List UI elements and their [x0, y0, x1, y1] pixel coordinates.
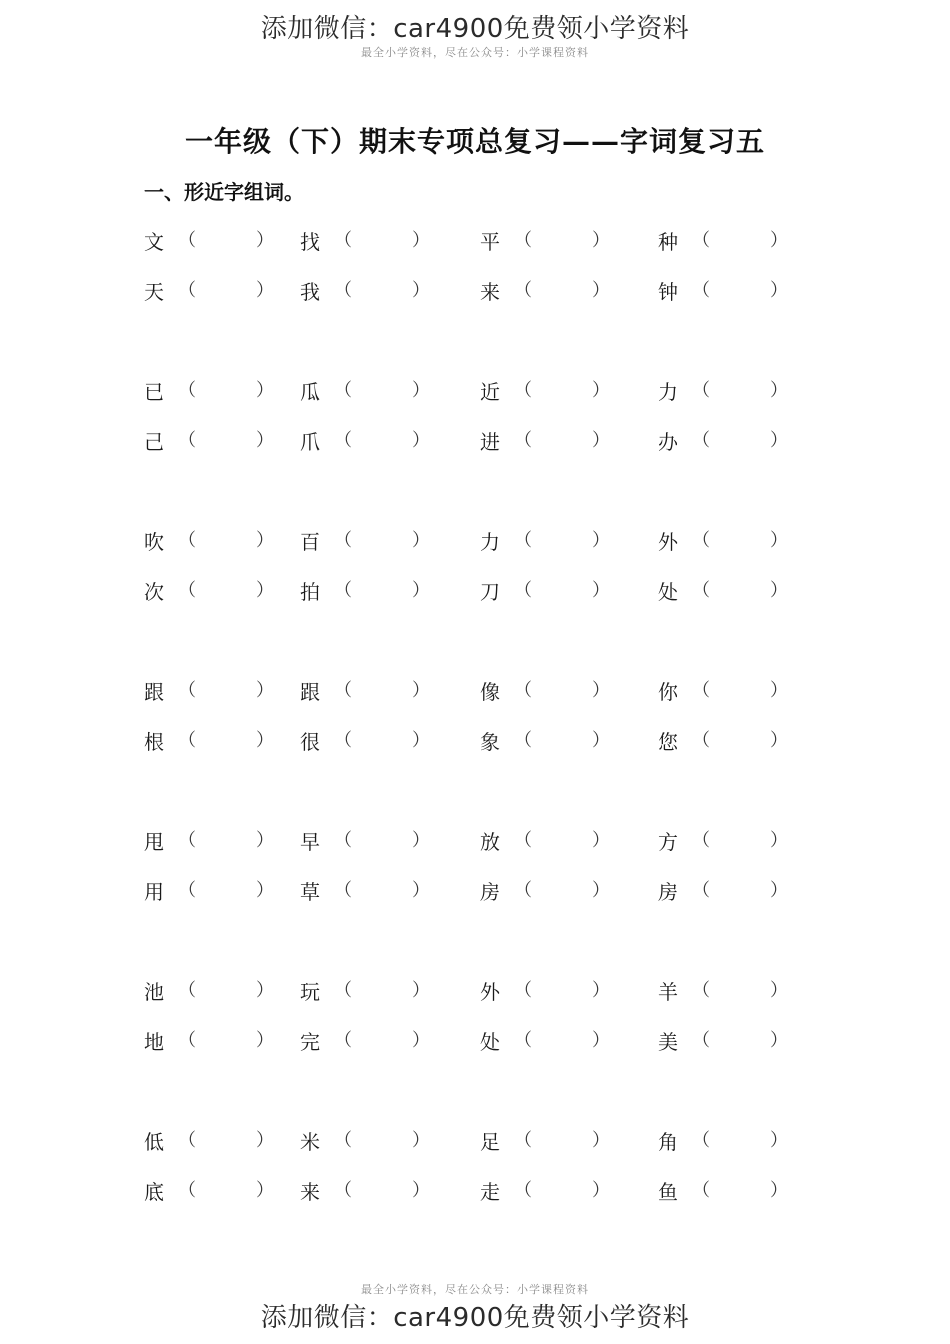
answer-paren-open: （	[334, 730, 352, 751]
answer-paren-close: ）	[412, 230, 430, 251]
character: 跟	[300, 680, 320, 704]
answer-paren-open: （	[334, 830, 352, 851]
character: 方	[658, 830, 678, 854]
answer-paren-open: （	[178, 730, 196, 751]
word-cell	[658, 1174, 828, 1206]
answer-paren-close: ）	[770, 430, 788, 451]
character: 来	[300, 1180, 320, 1204]
answer-paren-open: （	[692, 430, 710, 451]
answer-paren-open: （	[334, 230, 352, 251]
character: 文	[144, 230, 164, 254]
word-cell	[300, 824, 470, 856]
word-cell	[480, 574, 650, 606]
answer-paren-close: ）	[770, 1180, 788, 1201]
answer-paren-open: （	[334, 680, 352, 701]
character: 走	[480, 1180, 500, 1204]
word-cell	[300, 1174, 470, 1206]
answer-paren-close: ）	[770, 530, 788, 551]
character: 力	[658, 380, 678, 404]
word-row	[0, 824, 950, 856]
character: 拍	[300, 580, 320, 604]
word-cell	[300, 874, 470, 906]
answer-paren-close: ）	[412, 1130, 430, 1151]
answer-paren-open: （	[334, 1130, 352, 1151]
word-group	[0, 374, 950, 474]
answer-paren-close: ）	[592, 430, 610, 451]
answer-paren-close: ）	[592, 230, 610, 251]
character: 近	[480, 380, 500, 404]
answer-paren-close: ）	[256, 380, 274, 401]
answer-paren-open: （	[514, 580, 532, 601]
footer-watermark-text: 最全小学资料，尽在公众号：小学课程资料	[361, 1283, 589, 1296]
word-cell	[480, 724, 650, 756]
word-cell	[300, 974, 470, 1006]
character: 平	[480, 230, 500, 254]
answer-paren-open: （	[692, 680, 710, 701]
answer-paren-close: ）	[592, 380, 610, 401]
answer-paren-open: （	[334, 580, 352, 601]
word-cell	[144, 824, 314, 856]
character: 次	[144, 580, 164, 604]
answer-paren-open: （	[178, 1180, 196, 1201]
answer-paren-open: （	[692, 230, 710, 251]
answer-paren-open: （	[178, 580, 196, 601]
answer-paren-close: ）	[256, 230, 274, 251]
character: 房	[658, 880, 678, 904]
word-cell	[480, 424, 650, 456]
word-cell	[144, 1024, 314, 1056]
word-group	[0, 1124, 950, 1224]
answer-paren-close: ）	[770, 280, 788, 301]
word-cell	[144, 374, 314, 406]
answer-paren-close: ）	[770, 730, 788, 751]
answer-paren-close: ）	[412, 580, 430, 601]
answer-paren-close: ）	[412, 980, 430, 1001]
answer-paren-close: ）	[412, 380, 430, 401]
answer-paren-close: ）	[592, 680, 610, 701]
character: 足	[480, 1130, 500, 1154]
answer-paren-open: （	[514, 430, 532, 451]
word-row	[0, 974, 950, 1006]
answer-paren-close: ）	[770, 830, 788, 851]
answer-paren-close: ）	[256, 280, 274, 301]
character: 吹	[144, 530, 164, 554]
word-cell	[300, 224, 470, 256]
character: 爪	[300, 430, 320, 454]
word-row	[0, 1174, 950, 1206]
answer-paren-close: ）	[412, 880, 430, 901]
answer-paren-open: （	[692, 1180, 710, 1201]
character: 你	[658, 680, 678, 704]
character: 办	[658, 430, 678, 454]
answer-paren-open: （	[692, 880, 710, 901]
header-banner: 添加微信：car4900免费领小学资料	[260, 14, 690, 44]
character: 甩	[144, 830, 164, 854]
answer-paren-close: ）	[256, 880, 274, 901]
page-title: 一年级（下）期末专项总复习——字词复习五	[184, 125, 765, 158]
answer-paren-open: （	[692, 730, 710, 751]
character: 羊	[658, 980, 678, 1004]
answer-paren-open: （	[334, 430, 352, 451]
character: 玩	[300, 980, 320, 1004]
answer-paren-open: （	[692, 1130, 710, 1151]
word-row	[0, 424, 950, 456]
answer-paren-close: ）	[770, 980, 788, 1001]
word-cell	[658, 1124, 828, 1156]
word-cell	[144, 724, 314, 756]
answer-paren-close: ）	[256, 1130, 274, 1151]
answer-paren-close: ）	[412, 730, 430, 751]
answer-paren-close: ）	[770, 1030, 788, 1051]
answer-paren-open: （	[514, 830, 532, 851]
answer-paren-open: （	[692, 1030, 710, 1051]
word-cell	[144, 874, 314, 906]
word-cell	[658, 274, 828, 306]
word-cell	[300, 724, 470, 756]
character: 外	[658, 530, 678, 554]
word-cell	[480, 674, 650, 706]
word-cell	[300, 524, 470, 556]
word-cell	[480, 824, 650, 856]
answer-paren-open: （	[178, 1130, 196, 1151]
word-cell	[300, 1024, 470, 1056]
section-heading: 一、形近字组词。	[144, 180, 304, 204]
character: 放	[480, 830, 500, 854]
character: 像	[480, 680, 500, 704]
character: 角	[658, 1130, 678, 1154]
word-cell	[144, 524, 314, 556]
character: 完	[300, 1030, 320, 1054]
answer-paren-open: （	[514, 230, 532, 251]
word-cell	[658, 724, 828, 756]
character: 房	[480, 880, 500, 904]
answer-paren-close: ）	[770, 1130, 788, 1151]
answer-paren-open: （	[334, 280, 352, 301]
answer-paren-open: （	[514, 730, 532, 751]
answer-paren-close: ）	[256, 830, 274, 851]
word-row	[0, 524, 950, 556]
answer-paren-close: ）	[770, 680, 788, 701]
character: 外	[480, 980, 500, 1004]
character: 处	[480, 1030, 500, 1054]
answer-paren-close: ）	[592, 580, 610, 601]
word-group	[0, 974, 950, 1074]
character: 己	[144, 430, 164, 454]
answer-paren-open: （	[514, 680, 532, 701]
word-cell	[300, 1124, 470, 1156]
word-cell	[480, 374, 650, 406]
word-cell	[144, 424, 314, 456]
header-watermark-text: 最全小学资料，尽在公众号：小学课程资料	[361, 46, 589, 59]
word-cell	[658, 974, 828, 1006]
answer-paren-close: ）	[592, 530, 610, 551]
answer-paren-open: （	[178, 280, 196, 301]
character: 我	[300, 280, 320, 304]
answer-paren-close: ）	[770, 380, 788, 401]
word-cell	[658, 424, 828, 456]
answer-paren-close: ）	[256, 1030, 274, 1051]
answer-paren-open: （	[334, 380, 352, 401]
answer-paren-open: （	[514, 530, 532, 551]
answer-paren-open: （	[178, 830, 196, 851]
word-row	[0, 224, 950, 256]
character: 已	[144, 380, 164, 404]
character: 根	[144, 730, 164, 754]
character: 钟	[658, 280, 678, 304]
answer-paren-close: ）	[592, 280, 610, 301]
answer-paren-close: ）	[412, 1180, 430, 1201]
character: 刀	[480, 580, 500, 604]
word-cell	[144, 574, 314, 606]
word-row	[0, 724, 950, 756]
answer-paren-close: ）	[412, 830, 430, 851]
answer-paren-close: ）	[412, 280, 430, 301]
answer-paren-open: （	[178, 680, 196, 701]
word-group	[0, 224, 950, 324]
character: 鱼	[658, 1180, 678, 1204]
character: 您	[658, 730, 678, 754]
word-row	[0, 374, 950, 406]
character: 天	[144, 280, 164, 304]
character: 来	[480, 280, 500, 304]
footer-banner: 添加微信：car4900免费领小学资料	[260, 1303, 690, 1333]
answer-paren-close: ）	[256, 580, 274, 601]
character: 底	[144, 1180, 164, 1204]
answer-paren-close: ）	[592, 730, 610, 751]
character: 瓜	[300, 380, 320, 404]
word-row	[0, 1124, 950, 1156]
word-row	[0, 574, 950, 606]
word-cell	[144, 274, 314, 306]
word-group	[0, 524, 950, 624]
answer-paren-open: （	[178, 1030, 196, 1051]
word-row	[0, 674, 950, 706]
answer-paren-open: （	[178, 980, 196, 1001]
character: 米	[300, 1130, 320, 1154]
answer-paren-open: （	[692, 980, 710, 1001]
answer-paren-open: （	[514, 880, 532, 901]
character: 力	[480, 530, 500, 554]
word-cell	[480, 974, 650, 1006]
character: 池	[144, 980, 164, 1004]
character: 进	[480, 430, 500, 454]
character: 美	[658, 1030, 678, 1054]
character: 用	[144, 880, 164, 904]
word-cell	[658, 824, 828, 856]
answer-paren-close: ）	[592, 880, 610, 901]
word-cell	[480, 1124, 650, 1156]
word-cell	[300, 274, 470, 306]
answer-paren-open: （	[178, 530, 196, 551]
answer-paren-close: ）	[592, 1030, 610, 1051]
answer-paren-open: （	[514, 1030, 532, 1051]
answer-paren-close: ）	[256, 430, 274, 451]
answer-paren-open: （	[514, 980, 532, 1001]
answer-paren-open: （	[178, 380, 196, 401]
answer-paren-close: ）	[412, 430, 430, 451]
word-cell	[300, 674, 470, 706]
word-cell	[480, 1174, 650, 1206]
answer-paren-close: ）	[592, 1130, 610, 1151]
word-cell	[658, 374, 828, 406]
answer-paren-open: （	[334, 980, 352, 1001]
word-cell	[144, 674, 314, 706]
word-cell	[480, 874, 650, 906]
answer-paren-close: ）	[256, 530, 274, 551]
answer-paren-open: （	[178, 430, 196, 451]
word-row	[0, 1024, 950, 1056]
character: 地	[144, 1030, 164, 1054]
word-cell	[144, 1124, 314, 1156]
answer-paren-close: ）	[256, 980, 274, 1001]
answer-paren-open: （	[514, 1180, 532, 1201]
answer-paren-open: （	[514, 280, 532, 301]
word-cell	[480, 524, 650, 556]
word-cell	[658, 524, 828, 556]
answer-paren-close: ）	[592, 980, 610, 1001]
answer-paren-open: （	[692, 530, 710, 551]
answer-paren-close: ）	[592, 1180, 610, 1201]
word-cell	[480, 224, 650, 256]
answer-paren-open: （	[178, 880, 196, 901]
answer-paren-close: ）	[592, 830, 610, 851]
answer-paren-close: ）	[770, 230, 788, 251]
answer-paren-open: （	[178, 230, 196, 251]
answer-paren-close: ）	[256, 1180, 274, 1201]
word-cell	[144, 224, 314, 256]
answer-paren-open: （	[334, 1030, 352, 1051]
word-cell	[300, 424, 470, 456]
character: 百	[300, 530, 320, 554]
word-group	[0, 674, 950, 774]
answer-paren-close: ）	[256, 730, 274, 751]
character: 低	[144, 1130, 164, 1154]
answer-paren-open: （	[334, 880, 352, 901]
answer-paren-close: ）	[412, 680, 430, 701]
answer-paren-close: ）	[412, 530, 430, 551]
answer-paren-close: ）	[412, 1030, 430, 1051]
character: 象	[480, 730, 500, 754]
answer-paren-close: ）	[770, 880, 788, 901]
word-cell	[658, 1024, 828, 1056]
character: 很	[300, 730, 320, 754]
word-cell	[144, 974, 314, 1006]
word-cell	[480, 274, 650, 306]
answer-paren-open: （	[692, 280, 710, 301]
answer-paren-open: （	[514, 380, 532, 401]
answer-paren-close: ）	[770, 580, 788, 601]
answer-paren-close: ）	[256, 680, 274, 701]
character: 跟	[144, 680, 164, 704]
character: 处	[658, 580, 678, 604]
word-cell	[144, 1174, 314, 1206]
answer-paren-open: （	[692, 380, 710, 401]
answer-paren-open: （	[514, 1130, 532, 1151]
answer-paren-open: （	[692, 830, 710, 851]
word-cell	[658, 874, 828, 906]
word-cell	[300, 374, 470, 406]
word-cell	[300, 574, 470, 606]
word-cell	[658, 674, 828, 706]
character: 找	[300, 230, 320, 254]
word-cell	[480, 1024, 650, 1056]
character: 草	[300, 880, 320, 904]
word-group	[0, 824, 950, 924]
answer-paren-open: （	[334, 1180, 352, 1201]
word-cell	[658, 574, 828, 606]
character: 种	[658, 230, 678, 254]
answer-paren-open: （	[334, 530, 352, 551]
word-row	[0, 274, 950, 306]
answer-paren-open: （	[692, 580, 710, 601]
character: 早	[300, 830, 320, 854]
word-cell	[658, 224, 828, 256]
word-row	[0, 874, 950, 906]
